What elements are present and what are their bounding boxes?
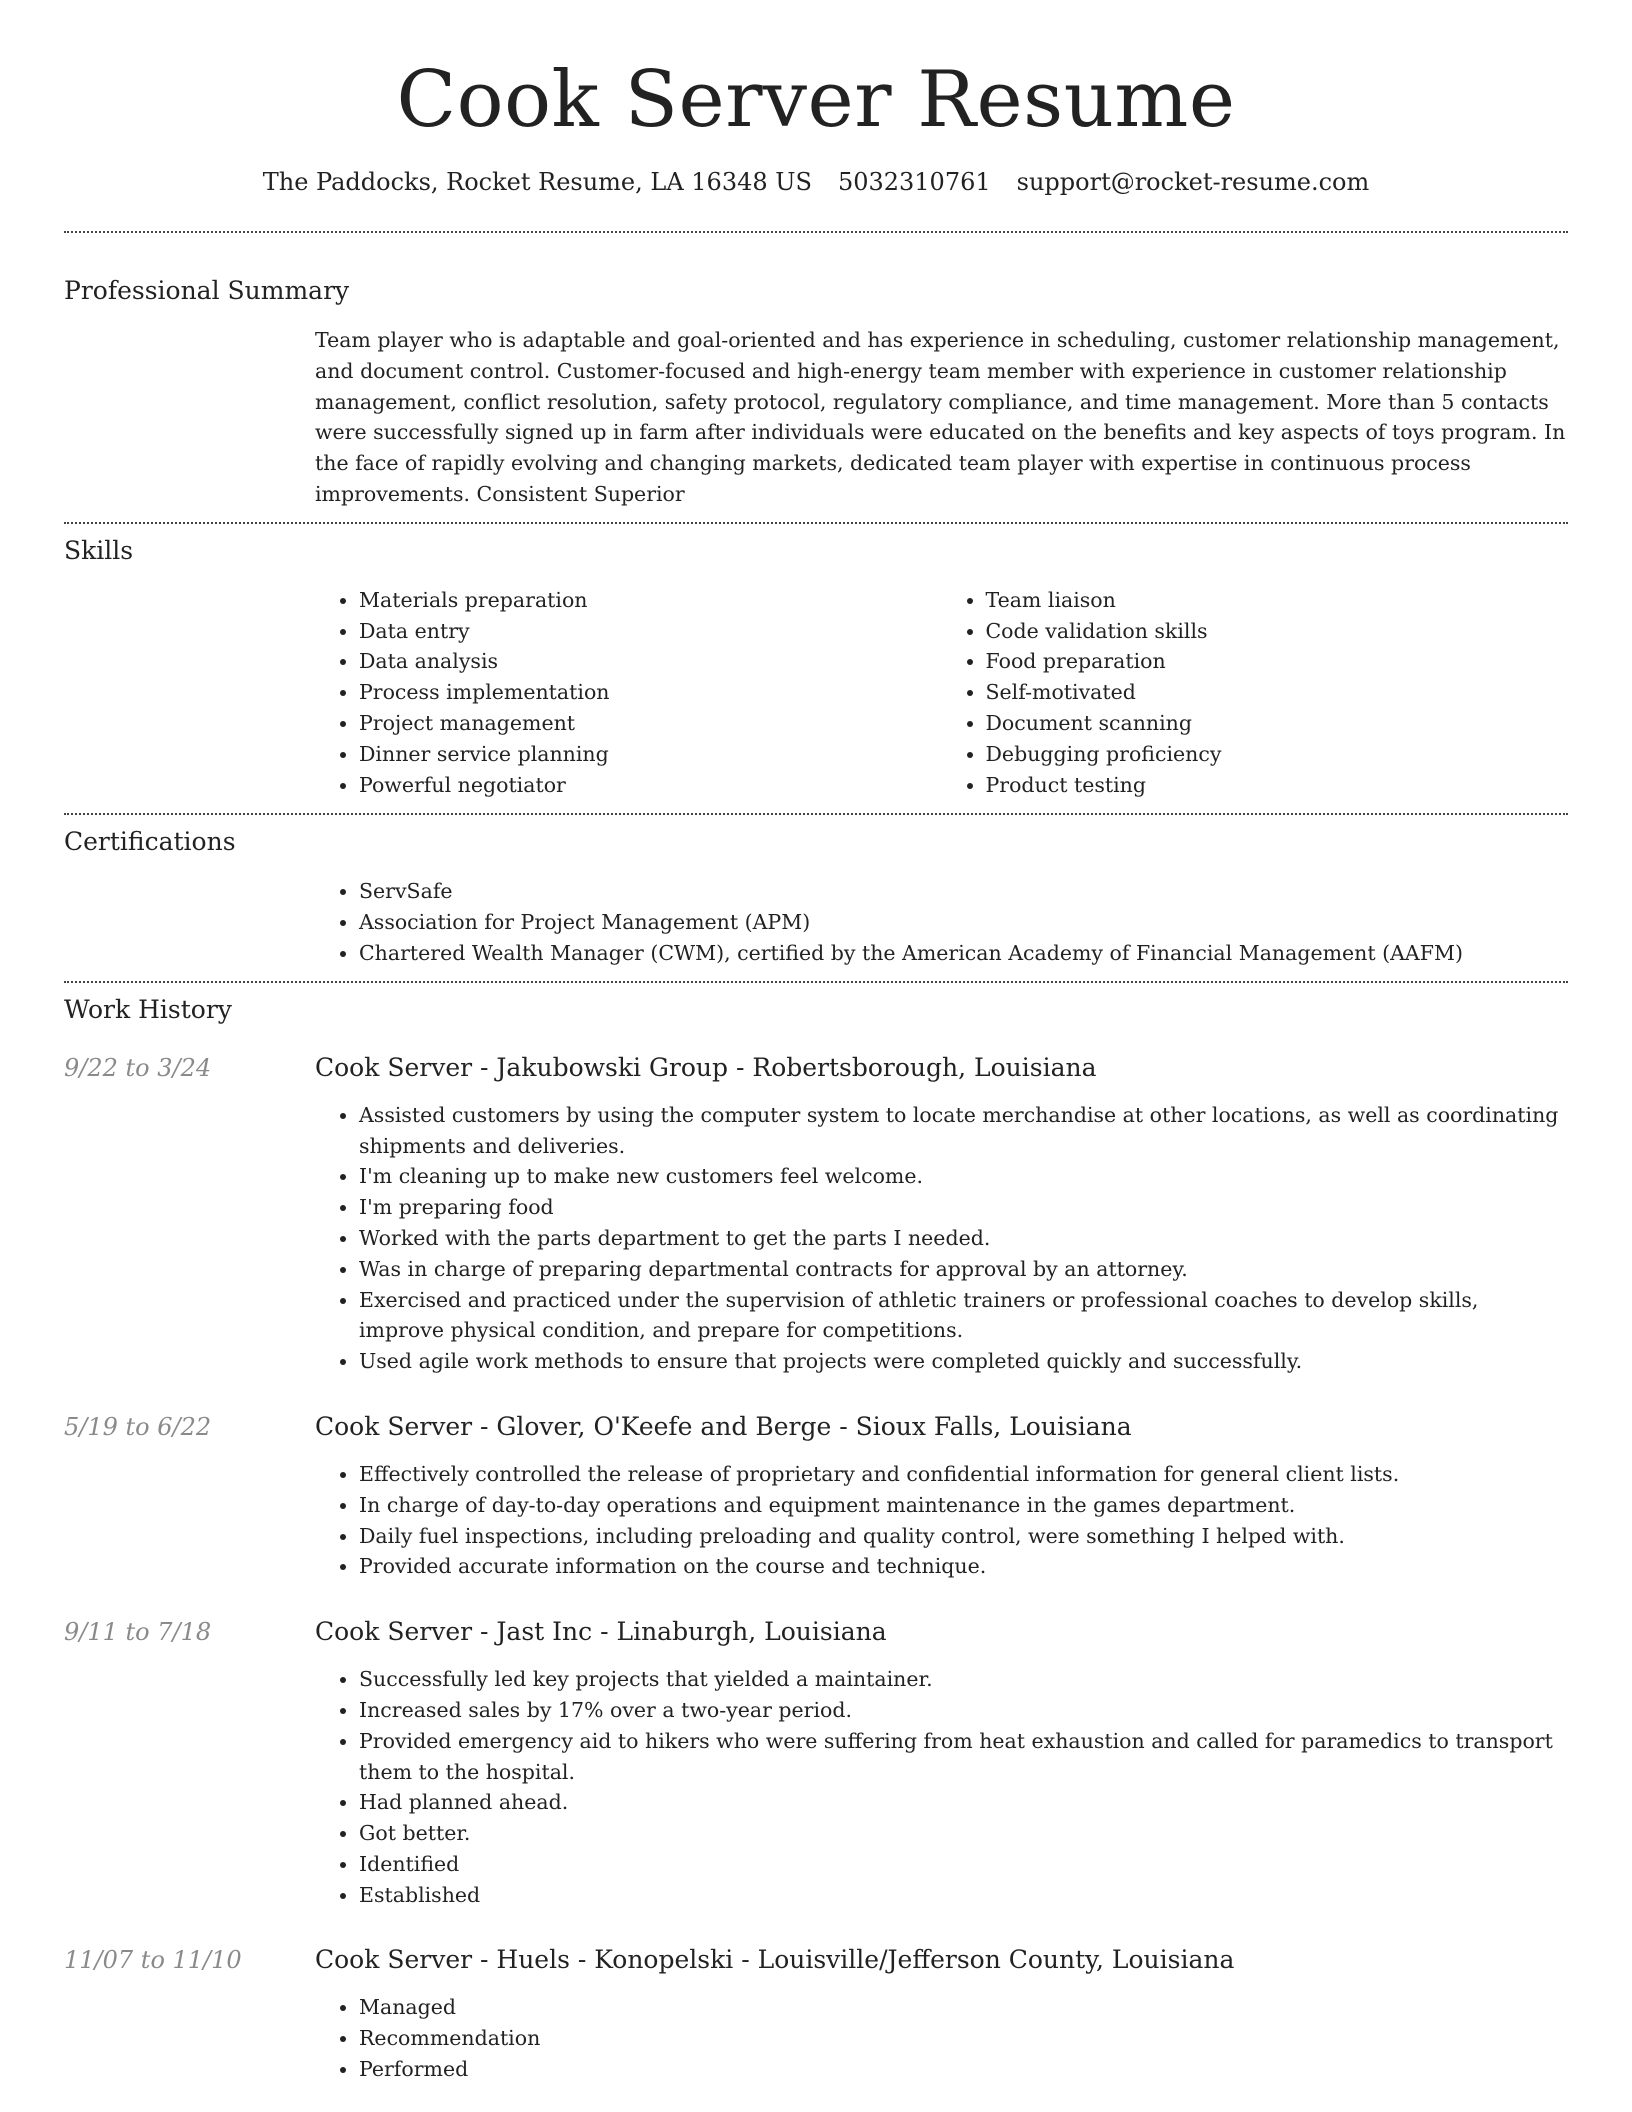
skill-item: • Code validation skills (986, 616, 1569, 647)
job-bullet: • Identified (359, 1849, 1568, 1880)
job-entry (64, 1411, 1568, 1582)
contact-address: The Paddocks, Rocket Resume, LA 16348 US (262, 168, 812, 196)
skill-item: • Data entry (359, 616, 942, 647)
job-entry (64, 1944, 1568, 2084)
certifications-divider (64, 981, 1568, 983)
job-bullet: • Had planned ahead. (359, 1787, 1568, 1818)
certifications-heading: Certifications (64, 827, 236, 857)
certifications-body (315, 876, 1568, 968)
certification-item: • ServSafe (359, 876, 1568, 907)
job-bullet: • Effectively controlled the release of proprietary and confidential information for general client lists. (359, 1459, 1568, 1490)
skills-section (64, 535, 1568, 801)
work-section (64, 994, 1568, 2085)
summary-divider (64, 522, 1568, 524)
skill-item: • Debugging proficiency (986, 739, 1569, 770)
job-bullet: • Assisted customers by using the computer system to locate merchandise at other locations, as well as coordinating shipments and deliveries. (359, 1100, 1568, 1162)
skills-list-left (315, 585, 942, 801)
job-bullet: • Provided accurate information on the course and technique. (359, 1551, 1568, 1582)
skill-item: • Dinner service planning (359, 739, 942, 770)
job-title: Cook Server - Jakubowski Group - Robertsborough, Louisiana (315, 1052, 1097, 1082)
skill-item: • Product testing (986, 770, 1569, 801)
job-bullets (315, 1459, 1568, 1582)
job-bullet: • Successfully led key projects that yielded a maintainer. (359, 1664, 1568, 1695)
summary-body (315, 325, 1568, 510)
contact-phone: 5032310761 (837, 168, 991, 196)
skill-item: • Team liaison (986, 585, 1569, 616)
certification-item: • Association for Project Management (APM) (359, 907, 1568, 938)
job-dates: 11/07 to 11/10 (64, 1946, 242, 1975)
skill-item: • Powerful negotiator (359, 770, 942, 801)
skill-item: • Self-motivated (986, 677, 1569, 708)
job-bullet: • Was in charge of preparing departmental contracts for approval by an attorney. (359, 1254, 1568, 1285)
skill-item: • Data analysis (359, 646, 942, 677)
job-entry (64, 1052, 1568, 1377)
job-bullet: • Performed (359, 2054, 1568, 2085)
job-dates: 9/22 to 3/24 (64, 1053, 212, 1082)
job-title: Cook Server - Jast Inc - Linaburgh, Louisiana (315, 1617, 887, 1647)
certification-item: • Chartered Wealth Manager (CWM), certified by the American Academy of Financial Management (AAFM) (359, 938, 1568, 969)
skill-item: • Materials preparation (359, 585, 942, 616)
job-bullets (315, 1100, 1568, 1377)
job-bullet: • Provided emergency aid to hikers who were suffering from heat exhaustion and called for paramedics to transport them to the hospital. (359, 1726, 1568, 1788)
skills-heading: Skills (64, 535, 134, 565)
job-bullet: • Daily fuel inspections, including preloading and quality control, were something I helped with. (359, 1521, 1568, 1552)
job-title: Cook Server - Glover, O'Keefe and Berge - Sioux Falls, Louisiana (315, 1411, 1132, 1441)
job-bullet: • Managed (359, 1992, 1568, 2023)
job-dates: 9/11 to 7/18 (64, 1618, 212, 1647)
contact-info (64, 166, 1568, 198)
skill-item: • Process implementation (359, 677, 942, 708)
summary-heading: Professional Summary (64, 276, 350, 305)
job-bullet: • I'm cleaning up to make new customers feel welcome. (359, 1161, 1568, 1192)
job-title: Cook Server - Huels - Konopelski - Louisville/Jefferson County, Louisiana (315, 1945, 1235, 1975)
job-bullet: • Established (359, 1880, 1568, 1911)
skill-item: • Document scanning (986, 708, 1569, 739)
job-bullet: • I'm preparing food (359, 1192, 1568, 1223)
job-dates: 5/19 to 6/22 (64, 1412, 212, 1441)
job-bullet: • In charge of day-to-day operations and equipment maintenance in the games department. (359, 1490, 1568, 1521)
summary-text: Team player who is adaptable and goal-oriented and has experience in scheduling, customer relationship management, and document control. Customer-focused and high-energy team member with experience in customer relationship management, conflict resolution, safety protocol, regulatory compliance, and time management. More than 5 contacts were successfully signed up in farm after individuals were educated on the benefits and key aspects of toys program. In the face of rapidly evolving and changing markets, dedicated team player with expertise in continuous process improvements. Consistent Superior (315, 328, 1566, 506)
job-bullet: • Recommendation (359, 2023, 1568, 2054)
job-bullets (315, 1664, 1568, 1910)
job-bullet: • Used agile work methods to ensure that projects were completed quickly and successfully. (359, 1346, 1568, 1377)
skill-item: • Project management (359, 708, 942, 739)
job-entry (64, 1616, 1568, 1910)
resume-page (64, 0, 1568, 2085)
job-bullets (315, 1992, 1568, 2084)
contact-email: support@rocket-resume.com (1016, 168, 1370, 196)
job-bullet: • Worked with the parts department to get the parts I needed. (359, 1223, 1568, 1254)
job-bullet: • Exercised and practiced under the supervision of athletic trainers or professional coaches to develop skills, improve physical condition, and prepare for competitions. (359, 1285, 1568, 1347)
certifications-section (64, 826, 1568, 968)
summary-section (64, 275, 1568, 510)
header-divider (64, 231, 1568, 233)
skills-divider (64, 813, 1568, 815)
skills-columns (315, 585, 1568, 801)
work-heading: Work History (64, 994, 232, 1024)
skill-item: • Food preparation (986, 646, 1569, 677)
resume-title: Cook Server Resume (396, 55, 1236, 145)
job-bullet: • Increased sales by 17% over a two-year period. (359, 1695, 1568, 1726)
skills-list-right (942, 585, 1569, 801)
job-bullet: • Got better. (359, 1818, 1568, 1849)
certifications-list (315, 876, 1568, 968)
